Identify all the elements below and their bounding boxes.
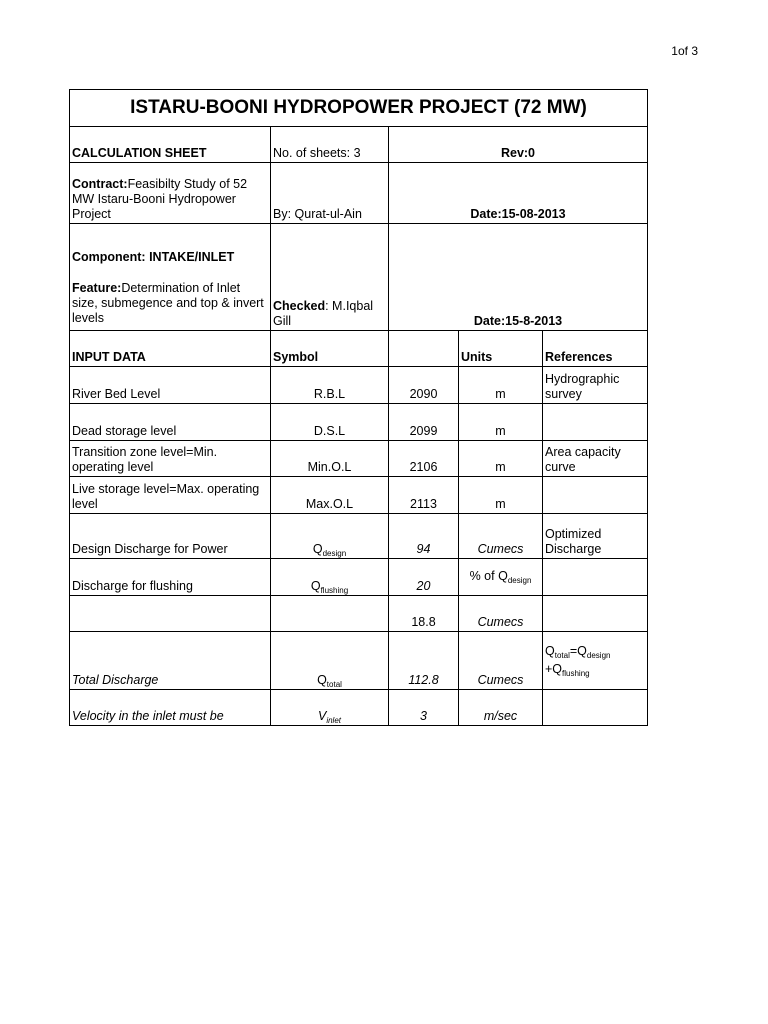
calc-sheet-label: CALCULATION SHEET: [70, 127, 271, 163]
row-value: 20: [389, 559, 459, 596]
row-value: 2113: [389, 477, 459, 514]
revision: Rev:0: [389, 127, 648, 163]
row-units: Cumecs: [459, 514, 543, 559]
col-input-data: INPUT DATA: [70, 331, 271, 367]
component-label: Component: INTAKE/INLET: [72, 250, 235, 264]
formula-eq: =Q: [569, 644, 587, 658]
row-label: Live storage level=Max. operating level: [70, 477, 271, 514]
row-label: Total Discharge: [70, 632, 271, 690]
row-symbol: Min.O.L: [271, 441, 389, 477]
no-of-sheets: No. of sheets: 3: [271, 127, 389, 163]
row-value: 94: [389, 514, 459, 559]
row-units: Cumecs: [459, 596, 543, 632]
table-row: [70, 632, 648, 690]
checked-value: : M.Iqbal Gill: [273, 299, 374, 328]
feature-label: Feature:: [72, 281, 122, 295]
component-feature-cell: [70, 224, 271, 331]
date-prepared: Date:15-08-2013: [389, 163, 648, 224]
symbol-main: Q: [310, 579, 321, 593]
row-reference-formula: [543, 632, 648, 690]
header-row-contract: [70, 163, 648, 224]
table-row: [70, 367, 648, 404]
checked-cell: [271, 224, 389, 331]
calculation-sheet-table: [69, 89, 648, 726]
symbol-main: Q: [317, 673, 327, 687]
checked-label: Checked: [273, 299, 326, 313]
row-symbol: [271, 596, 389, 632]
symbol-sub: flushing: [320, 586, 349, 595]
header-row-calc: [70, 127, 648, 163]
row-reference: [543, 596, 648, 632]
row-reference: Optimized Discharge: [543, 514, 648, 559]
col-symbol: Symbol: [271, 331, 389, 367]
row-value: 2099: [389, 404, 459, 441]
row-units: m: [459, 441, 543, 477]
prepared-by: By: Qurat-ul-Ain: [271, 163, 389, 224]
row-reference: [543, 559, 648, 596]
formula-sub-design: design: [586, 651, 611, 660]
row-units: m: [459, 367, 543, 404]
table-row: [70, 596, 648, 632]
row-units: m: [459, 404, 543, 441]
row-reference: [543, 690, 648, 726]
formula-q: Q: [545, 644, 555, 658]
contract-cell: [70, 163, 271, 224]
row-reference: [543, 477, 648, 514]
table-row: [70, 559, 648, 596]
row-label: Design Discharge for Power: [70, 514, 271, 559]
row-symbol: [271, 632, 389, 690]
feature-block: [72, 281, 268, 326]
row-value: 2106: [389, 441, 459, 477]
sheet-title: ISTARU-BOONI HYDROPOWER PROJECT (72 MW): [70, 90, 648, 127]
row-value: 112.8: [389, 632, 459, 690]
page-number: 1of 3: [671, 44, 698, 58]
row-symbol: D.S.L: [271, 404, 389, 441]
row-units: Cumecs: [459, 632, 543, 690]
row-symbol: R.B.L: [271, 367, 389, 404]
units-main: % of Q: [469, 569, 508, 583]
units-sub: design: [507, 576, 532, 585]
row-label: [70, 596, 271, 632]
row-value: 3: [389, 690, 459, 726]
table-row: [70, 514, 648, 559]
title-row: [70, 90, 648, 127]
row-symbol: [271, 514, 389, 559]
table-row: [70, 477, 648, 514]
formula-sub-total: total: [554, 651, 570, 660]
row-value: 2090: [389, 367, 459, 404]
contract-value: Feasibilty Study of 52 MW Istaru-Booni Hydropower Project: [72, 177, 248, 221]
row-reference: Area capacity curve: [543, 441, 648, 477]
row-units: m/sec: [459, 690, 543, 726]
col-units: Units: [459, 331, 543, 367]
row-symbol: Max.O.L: [271, 477, 389, 514]
col-value: [389, 331, 459, 367]
row-label: Discharge for flushing: [70, 559, 271, 596]
formula-plus: +Q: [545, 662, 563, 676]
symbol-main: Q: [312, 542, 323, 556]
row-symbol: [271, 690, 389, 726]
table-row: [70, 690, 648, 726]
row-label: Transition zone level=Min. operating level: [70, 441, 271, 477]
row-label: Velocity in the inlet must be: [70, 690, 271, 726]
symbol-sub: design: [322, 549, 347, 558]
symbol-sub: total: [326, 680, 342, 689]
date-checked: Date:15-8-2013: [389, 224, 648, 331]
header-row-component: [70, 224, 648, 331]
row-label: Dead storage level: [70, 404, 271, 441]
row-value: 18.8: [389, 596, 459, 632]
contract-label: Contract:: [72, 177, 128, 191]
feature-value: Determination of Inlet size, submegence and top & invert levels: [72, 281, 264, 325]
row-units: m: [459, 477, 543, 514]
formula-sub-flushing: flushing: [562, 669, 590, 678]
row-reference: [543, 404, 648, 441]
table-row: [70, 404, 648, 441]
col-references: References: [543, 331, 648, 367]
table-row: [70, 441, 648, 477]
row-reference: Hydrographic survey: [543, 367, 648, 404]
row-label: River Bed Level: [70, 367, 271, 404]
row-units: [459, 559, 543, 596]
symbol-main: V: [317, 709, 327, 723]
column-header-row: [70, 331, 648, 367]
symbol-sub: inlet: [326, 716, 342, 725]
row-symbol: [271, 559, 389, 596]
